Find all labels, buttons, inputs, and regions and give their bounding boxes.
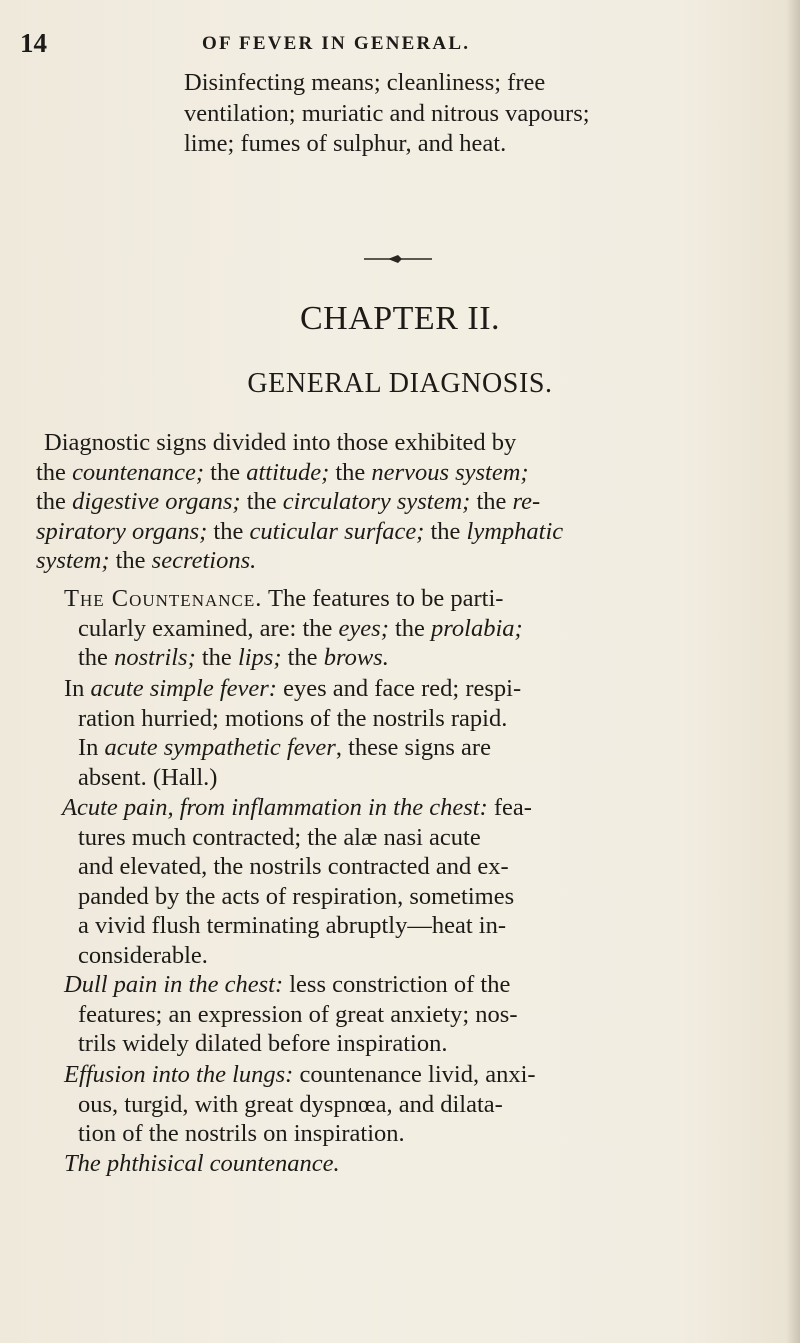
term-lips: lips;: [237, 644, 282, 672]
text-run: the: [109, 547, 152, 575]
text-run: fea-: [487, 794, 532, 821]
term-circulatory-system: circulatory system;: [282, 488, 471, 516]
term-brows: brows.: [323, 644, 389, 672]
text-run: the: [424, 517, 467, 545]
term-dull-pain: Dull pain in the chest:: [64, 971, 284, 998]
text-run: cularly examined, are: the: [78, 614, 339, 642]
text-run: absent. (Hall.): [78, 763, 218, 791]
text-run: the: [204, 458, 247, 486]
text-run: the: [388, 614, 432, 642]
chapter-subtitle: GENERAL DIAGNOSIS.: [247, 368, 553, 399]
section-heading-countenance: The Countenance.: [64, 585, 263, 612]
effusion-paragraph: [64, 1060, 536, 1178]
text-run: the: [470, 488, 513, 516]
page-header: [20, 28, 780, 62]
page-edge-shadow: [786, 0, 800, 1343]
intro-line: lime; fumes of sulphur, and heat.: [184, 130, 507, 157]
intro-line: ventilation; muriatic and nitrous vapours;: [184, 99, 590, 127]
dull-pain-paragraph: [64, 970, 517, 1059]
text-run: the: [78, 644, 115, 672]
countenance-paragraph: [64, 584, 523, 673]
text-run: features; an expression of great anxiety; nos-: [78, 1000, 518, 1028]
text-run: and elevated, the nostrils contracted and ex-: [78, 853, 509, 881]
acute-simple-fever-paragraph: [64, 674, 521, 792]
text-run: The features to be parti-: [262, 585, 504, 612]
text-run: the: [195, 644, 238, 672]
text-run: the: [207, 517, 250, 545]
section-ornament: [358, 252, 438, 266]
term-countenance: countenance;: [72, 458, 205, 486]
text-run: tion of the nostrils on inspiration.: [78, 1120, 405, 1148]
text-run: the: [281, 644, 324, 672]
text-run: , these signs are: [335, 734, 491, 762]
term-nostrils: nostrils;: [114, 644, 196, 672]
term-digestive-organs: digestive organs;: [72, 488, 241, 516]
acute-pain-paragraph: [62, 793, 532, 971]
term-phthisical-countenance: The phthisical countenance.: [64, 1149, 340, 1177]
term-acute-sympathetic-fever: acute sympathetic fever: [104, 734, 336, 762]
text-run: the: [36, 458, 73, 486]
text-run: less constriction of the: [283, 971, 511, 998]
text-run: trils widely dilated before inspiration.: [78, 1030, 448, 1058]
term-effusion: Effusion into the lungs:: [64, 1061, 294, 1088]
term-respiratory-part: re-: [512, 488, 541, 516]
text-run: Diagnostic signs divided into those exhibited by: [44, 429, 517, 456]
text-run: In: [64, 675, 91, 702]
term-eyes: eyes;: [338, 614, 389, 642]
term-nervous-system: nervous system;: [371, 458, 529, 486]
text-run: countenance livid, anxi-: [293, 1061, 536, 1088]
running-head: OF FEVER IN GENERAL.: [202, 33, 471, 54]
term-secretions: secretions.: [151, 547, 257, 575]
text-run: panded by the acts of respiration, sometimes: [78, 882, 515, 910]
text-run: the: [240, 488, 283, 516]
term-acute-pain: Acute pain, from inflammation in the chest:: [62, 794, 488, 821]
intro-line: Disinfecting means; cleanliness; free: [184, 69, 546, 96]
chapter-title: CHAPTER II.: [299, 300, 501, 337]
text-run: ous, turgid, with great dyspnœa, and dilata-: [78, 1090, 503, 1118]
text-run: considerable.: [78, 941, 208, 969]
diagnostic-paragraph: [36, 428, 563, 576]
text-run: ration hurried; motions of the nostrils rapid.: [78, 704, 508, 732]
term-system: system;: [36, 547, 110, 575]
text-run: a vivid flush terminating abruptly—heat in-: [78, 912, 506, 940]
page-number: 14: [20, 28, 47, 58]
intro-paragraph: [184, 68, 774, 160]
text-run: the: [329, 458, 372, 486]
text-run: tures much contracted; the alæ nasi acute: [78, 823, 481, 851]
term-cuticular-surface: cuticular surface;: [249, 517, 425, 545]
text-run: In: [78, 734, 105, 762]
term-respiratory-organs: spiratory organs;: [36, 517, 208, 545]
term-lymphatic: lymphatic: [466, 517, 564, 545]
term-attitude: attitude;: [246, 458, 330, 486]
text-run: the: [36, 488, 73, 516]
term-acute-simple-fever: acute simple fever:: [90, 675, 277, 702]
text-run: eyes and face red; respi-: [276, 675, 522, 702]
term-prolabia: prolabia;: [431, 614, 523, 642]
